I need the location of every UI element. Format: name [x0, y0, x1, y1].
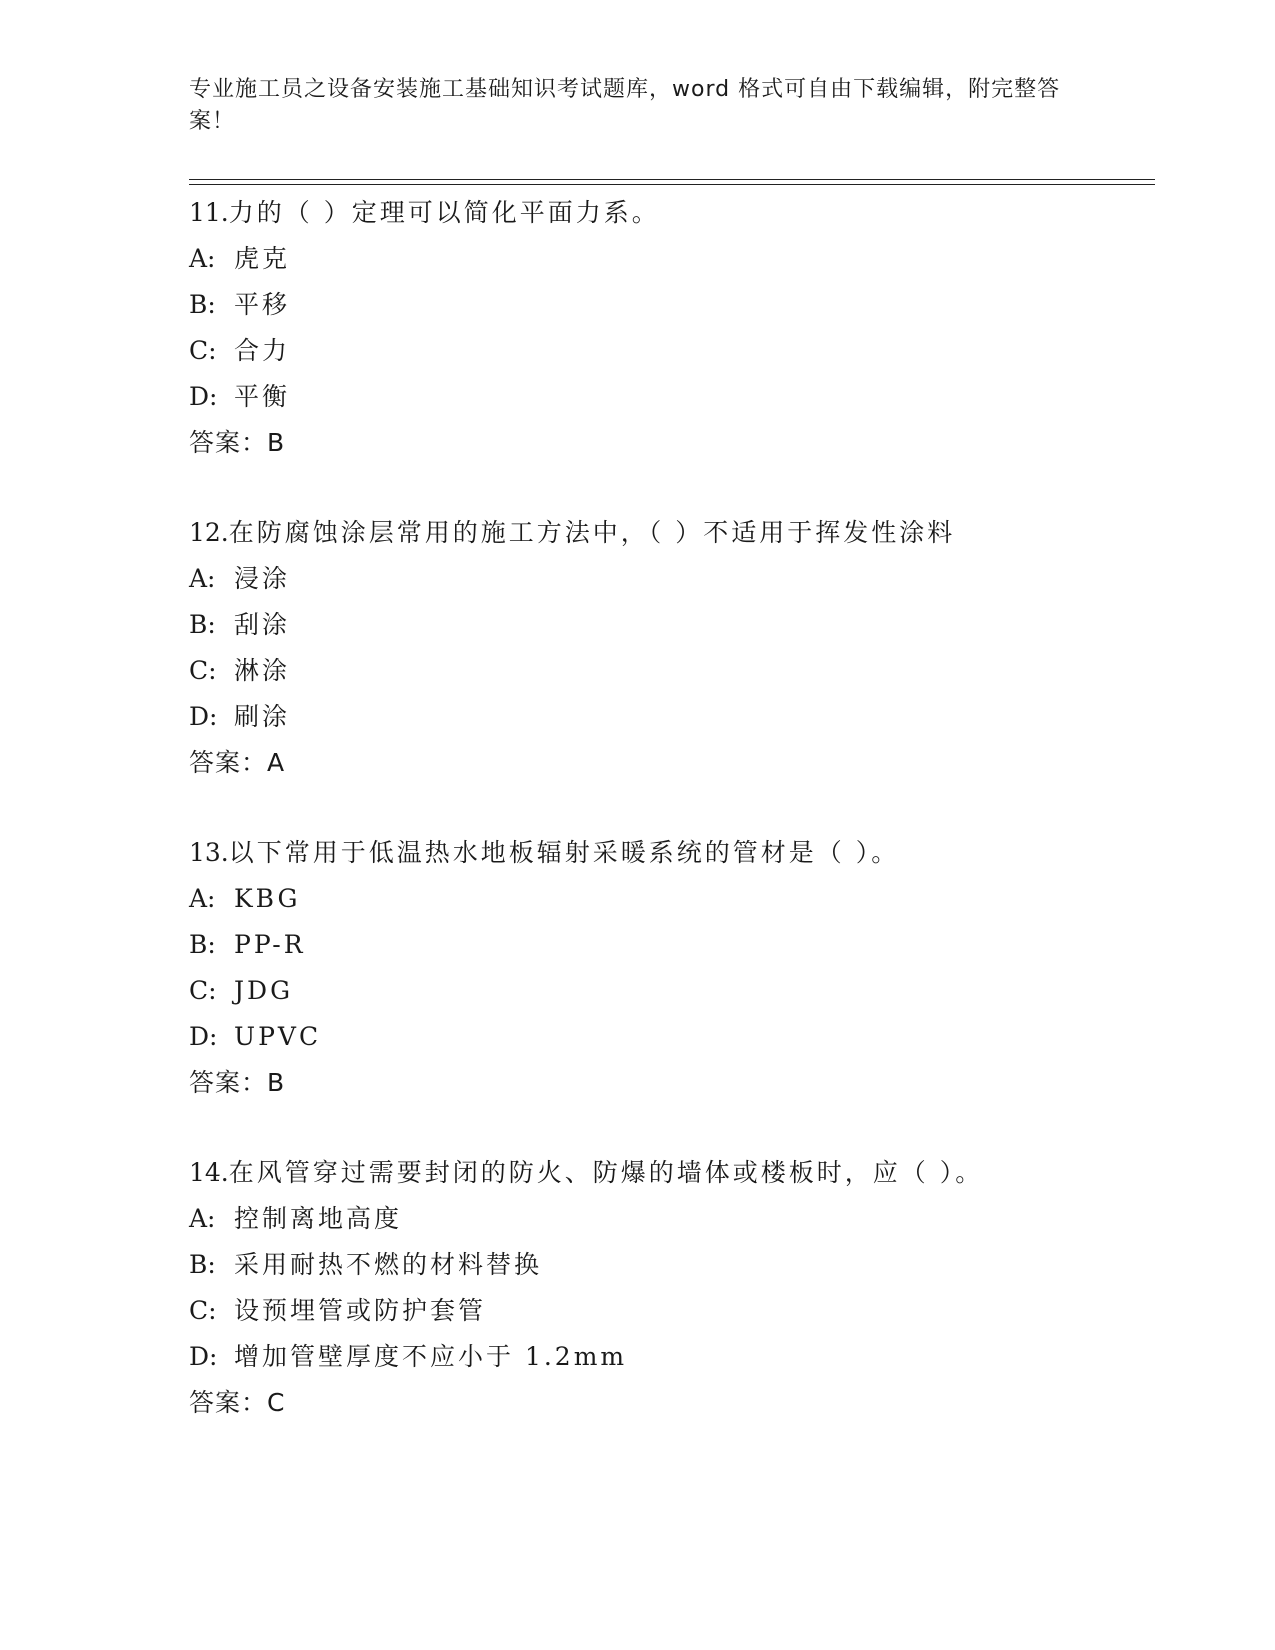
- option-b: [189, 1242, 1149, 1288]
- header-divider-bottom: [189, 184, 1155, 185]
- header-divider-top: [189, 179, 1155, 180]
- option-letter: A:: [189, 244, 216, 273]
- option-text: 虎克: [234, 244, 291, 273]
- option-letter: B:: [189, 1250, 216, 1279]
- option-letter: C:: [189, 976, 217, 1005]
- question-text: 在风管穿过需要封闭的防火、防爆的墙体或楼板时，应（ ）。: [228, 1158, 984, 1187]
- option-letter: C:: [189, 336, 217, 365]
- option-letter: D:: [189, 1022, 218, 1051]
- option-letter: A:: [189, 884, 216, 913]
- question-stem: [189, 510, 1149, 556]
- option-text: 平衡: [234, 382, 291, 411]
- option-letter: B:: [189, 930, 216, 959]
- option-c: [189, 1288, 1149, 1334]
- option-text: JDG: [234, 976, 294, 1005]
- question-13: [189, 830, 1149, 1150]
- option-text: 刮涂: [234, 610, 291, 639]
- option-a: [189, 876, 1149, 922]
- answer-label: 答案：: [189, 1068, 268, 1097]
- answer-line: [189, 1380, 1149, 1426]
- question-text: 以下常用于低温热水地板辐射采暖系统的管材是（ ）。: [228, 838, 900, 867]
- question-text: 力的（ ）定理可以简化平面力系。: [228, 198, 660, 227]
- question-list: [189, 190, 1149, 1470]
- answer-value: B: [267, 428, 286, 457]
- option-letter: D:: [189, 382, 218, 411]
- answer-line: [189, 740, 1149, 786]
- option-text: 采用耐热不燃的材料替换: [234, 1250, 543, 1279]
- option-text: UPVC: [234, 1022, 322, 1051]
- option-text: 刷涂: [234, 702, 291, 731]
- answer-line: [189, 1060, 1149, 1106]
- question-text: 在防腐蚀涂层常用的施工方法中，（ ）不适用于挥发性涂料: [228, 518, 956, 547]
- option-a: [189, 556, 1149, 602]
- option-text: KBG: [234, 884, 301, 913]
- option-b: [189, 282, 1149, 328]
- option-text: 淋涂: [234, 656, 291, 685]
- option-text: 控制离地高度: [234, 1204, 403, 1233]
- option-d: [189, 374, 1149, 420]
- option-b: [189, 922, 1149, 968]
- option-letter: B:: [189, 290, 216, 319]
- option-letter: D:: [189, 1342, 218, 1371]
- answer-label: 答案：: [189, 748, 268, 777]
- answer-label: 答案：: [189, 428, 268, 457]
- option-letter: A:: [189, 564, 216, 593]
- question-number: 13.: [189, 838, 229, 867]
- option-text: PP-R: [234, 930, 306, 959]
- option-letter: D:: [189, 702, 218, 731]
- document-header: 专业施工员之设备安装施工基础知识考试题库，word 格式可自由下载编辑，附完整答案！: [189, 77, 1061, 134]
- question-14: [189, 1150, 1149, 1470]
- option-a: [189, 1196, 1149, 1242]
- question-number: 14.: [189, 1158, 229, 1187]
- option-letter: B:: [189, 610, 216, 639]
- question-stem: [189, 830, 1149, 876]
- option-text: 平移: [234, 290, 291, 319]
- option-d: [189, 694, 1149, 740]
- option-c: [189, 328, 1149, 374]
- question-12: [189, 510, 1149, 830]
- answer-line: [189, 420, 1149, 466]
- option-text: 合力: [234, 336, 291, 365]
- option-letter: A:: [189, 1204, 216, 1233]
- option-b: [189, 602, 1149, 648]
- option-d: [189, 1334, 1149, 1380]
- option-d: [189, 1014, 1149, 1060]
- answer-value: C: [267, 1388, 286, 1417]
- option-text: 设预埋管或防护套管: [234, 1296, 487, 1325]
- question-stem: [189, 190, 1149, 236]
- question-number: 11.: [189, 198, 229, 227]
- option-a: [189, 236, 1149, 282]
- answer-value: B: [267, 1068, 286, 1097]
- option-letter: C:: [189, 1296, 217, 1325]
- option-c: [189, 648, 1149, 694]
- question-11: [189, 190, 1149, 510]
- question-stem: [189, 1150, 1149, 1196]
- option-letter: C:: [189, 656, 217, 685]
- option-c: [189, 968, 1149, 1014]
- question-number: 12.: [189, 518, 229, 547]
- option-text: 浸涂: [234, 564, 291, 593]
- option-text: 增加管壁厚度不应小于 1.2mm: [234, 1342, 628, 1371]
- answer-value: A: [267, 748, 286, 777]
- answer-label: 答案：: [189, 1388, 268, 1417]
